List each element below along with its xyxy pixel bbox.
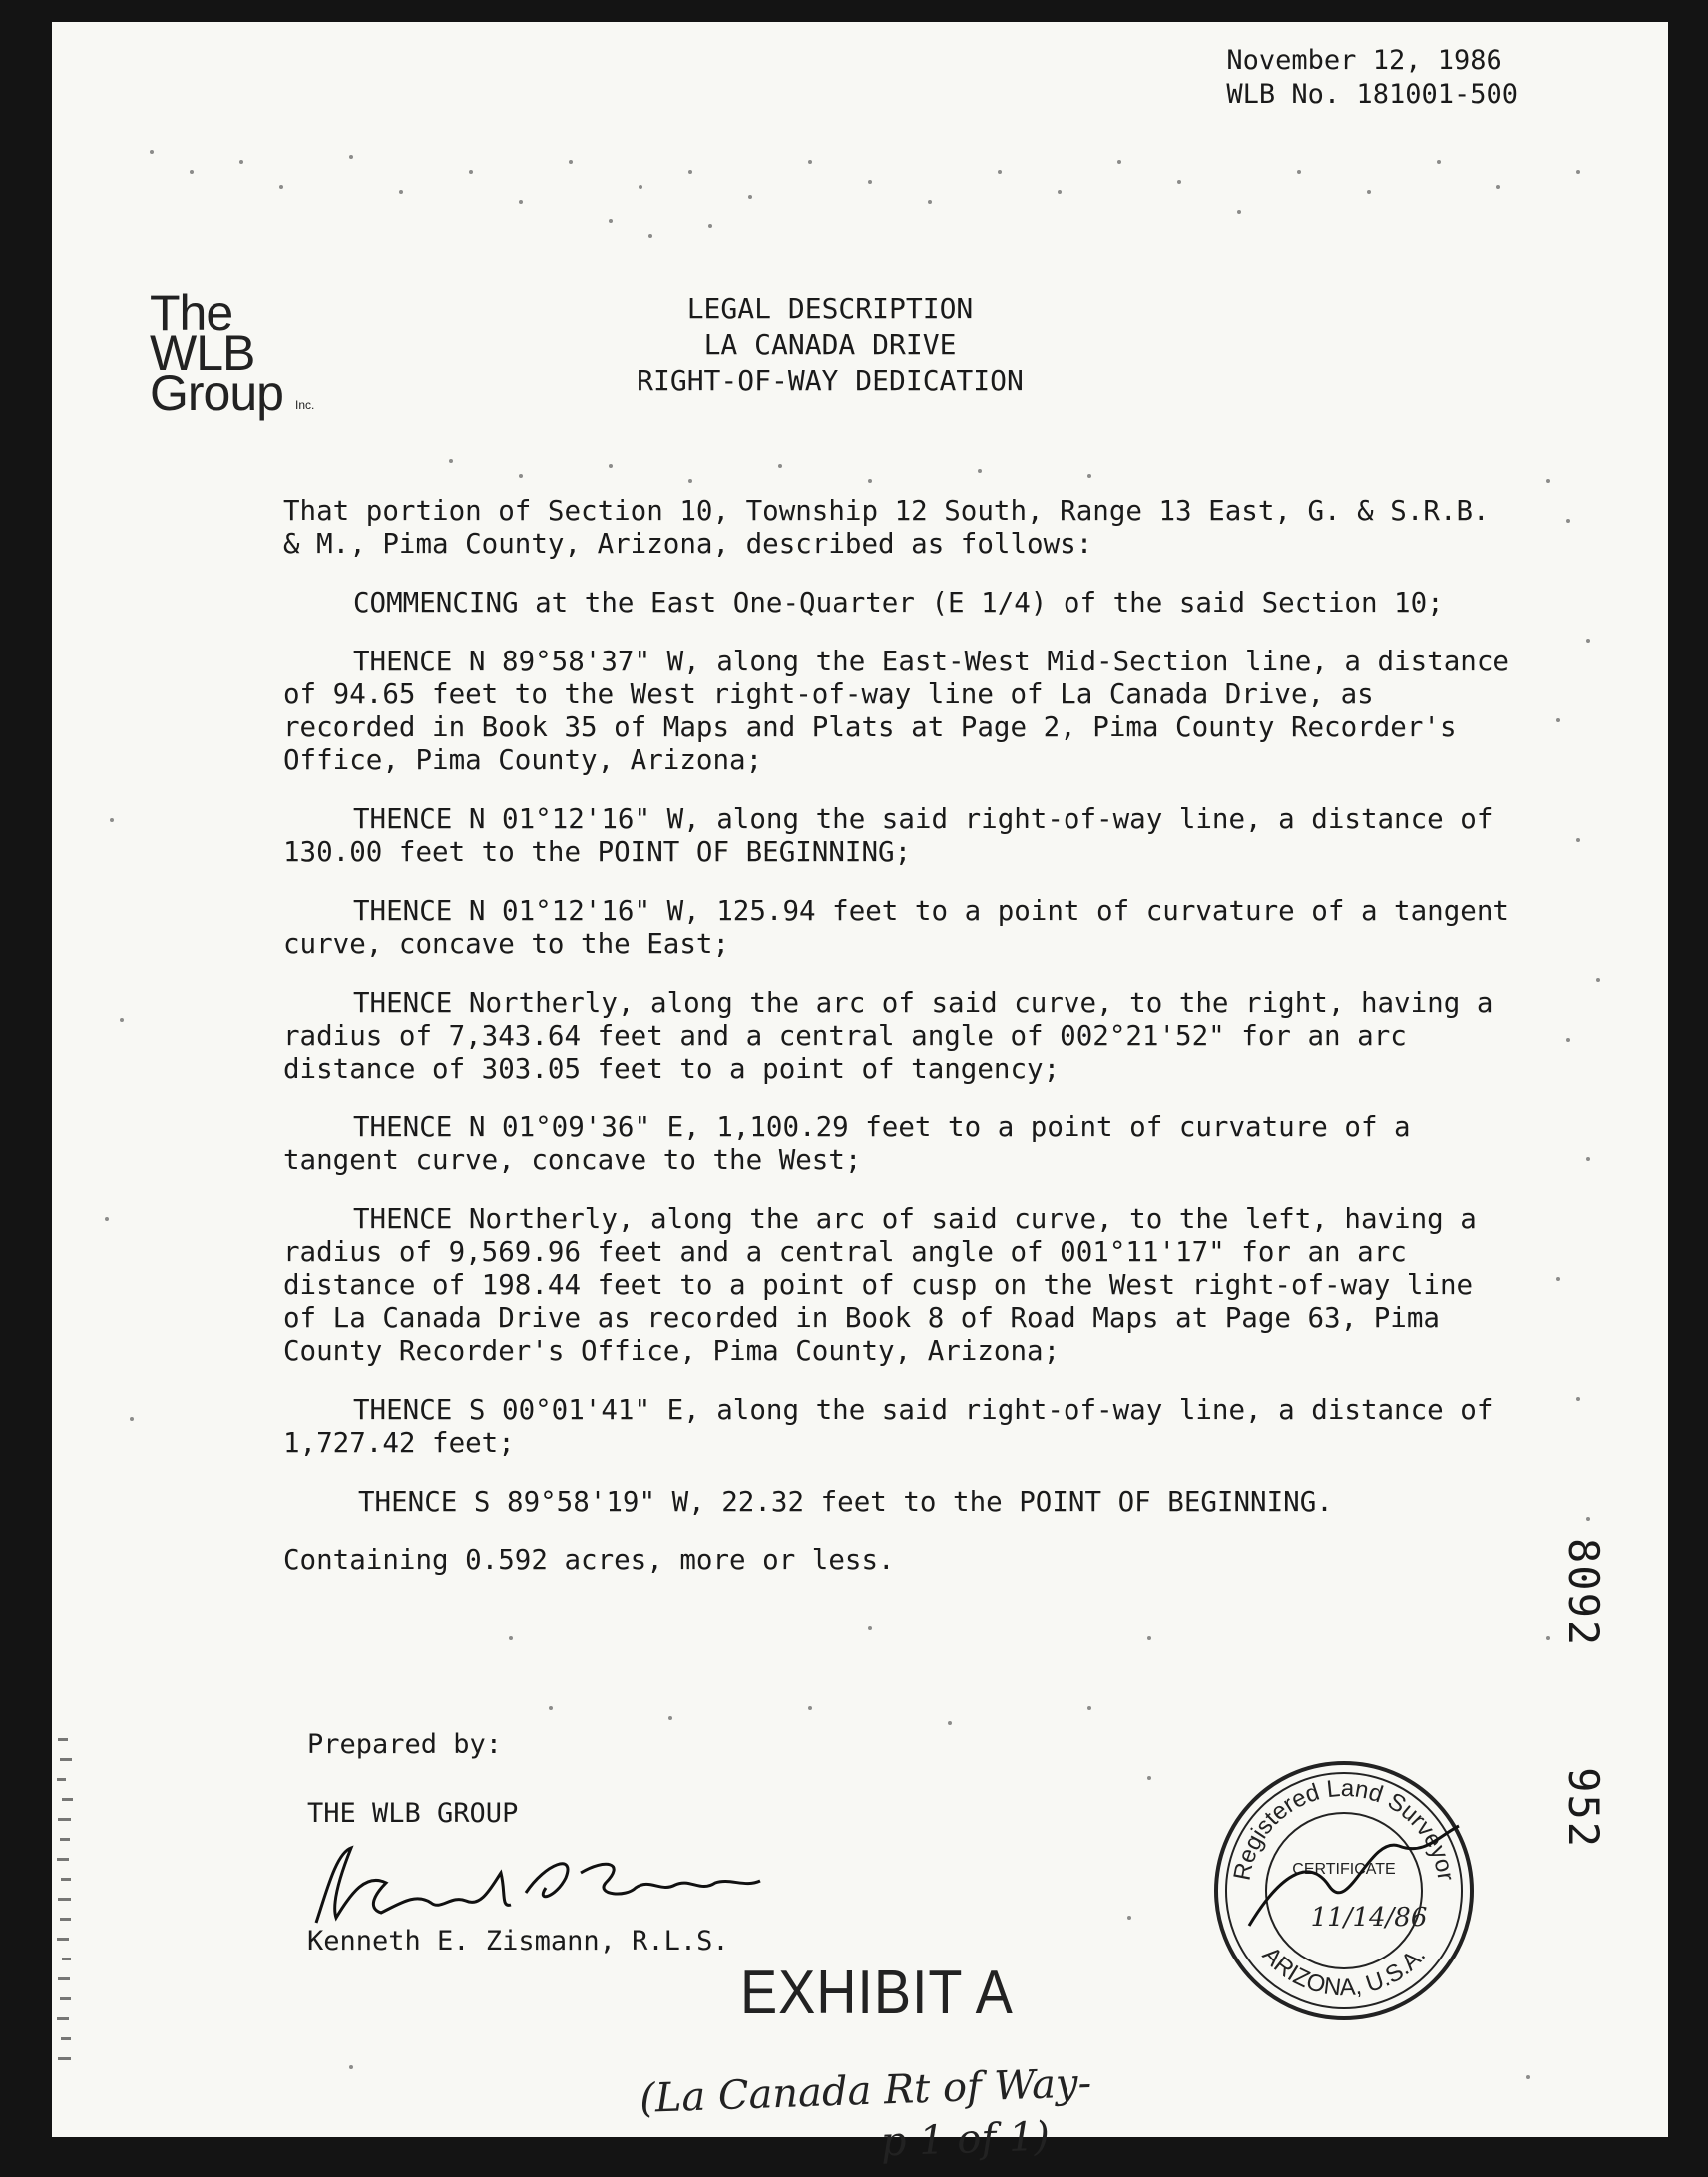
prepared-by-block [307,1728,518,1830]
handwritten-line-2: p 1 of 1) [880,2113,1051,2166]
title-line-2: LA CANADA DRIVE [703,328,957,361]
exhibit-label: EXHIBIT A [740,1959,1014,2027]
wlb-number: WLB No. 181001-500 [1226,79,1518,110]
seal-top-text: Registered Land Surveyor [1228,1774,1460,1883]
paragraph-course: THENCE N 01°12'16" W, 125.94 feet to a point of curvature of a tangent curve, concave to the East; [283,895,1509,960]
handwritten-note [639,2057,1093,2177]
paragraph-course: THENCE S 89°58'19" W, 22.32 feet to the POINT OF BEGINNING. [358,1486,1333,1518]
seal-date: 11/14/86 [1310,1903,1428,1933]
title-line-1: LEGAL DESCRIPTION [686,292,974,325]
page-number: 952 [1559,1767,1608,1850]
prepared-by-label: Prepared by: [307,1729,503,1760]
legal-description-body [283,495,1520,1603]
document-page [52,22,1668,2166]
document-title [431,291,1229,399]
title-line-3: RIGHT-OF-WAY DEDICATION [637,364,1024,397]
handwritten-line-1: (La Canada Rt of Way- [639,2060,1092,2122]
docket-number: 8092 [1559,1538,1608,1648]
paragraph-commencing: COMMENCING at the East One-Quarter (E 1/4) of the said Section 10; [353,587,1444,619]
paragraph-acreage: Containing 0.592 acres, more or less. [283,1544,895,1576]
svg-text:ARIZONA, U.S.A. [1257,1942,1431,2001]
recording-stamp [1559,1538,1608,1849]
seal-bottom-text: ARIZONA, U.S.A. [1256,1941,1432,2002]
paragraph-course: THENCE Northerly, along the arc of said curve, to the right, having a radius of 7,343.64 feet and a central angle of 002°21'52" for an arc distance of 303.05 feet to a point of tangency; [283,987,1494,1085]
signature [306,1833,775,1933]
surveyor-seal [1209,1756,1479,2025]
paragraph-course: THENCE N 01°09'36" E, 1,100.29 feet to a point of curvature of a tangent curve, concave to the West; [283,1111,1411,1176]
signer-name: Kenneth E. Zismann, R.L.S. [307,1926,729,1957]
document-header [1226,44,1518,112]
paragraph-course: THENCE Northerly, along the arc of said curve, to the left, having a radius of 9,569.96 feet and a central angle of 001°11'17" for an arc distance of 198.44 feet to a point of cusp on the West right-of-way line of La Canada Drive as recorded in Book 8 of Road Maps at Page 63, Pima County Recorder's Office, Pima County, Arizona; [283,1203,1477,1367]
paragraph-course: THENCE N 01°12'16" W, along the said right-of-way line, a distance of 130.00 feet to the POINT OF BEGINNING; [283,803,1494,868]
paragraph-course: THENCE S 00°01'41" E, along the said right-of-way line, a distance of 1,727.42 feet; [283,1394,1494,1459]
paragraph-course: THENCE N 89°58'37" W, along the East-West Mid-Section line, a distance of 94.65 feet to the West right-of-way line of La Canada Drive, as recorded in Book 35 of Maps and Plats at Page 2, Pima County Recorder's Office, Pima County, Arizona; [283,646,1509,776]
binding-edge-marks [52,22,86,2137]
prepared-by-company: THE WLB GROUP [307,1798,519,1829]
paragraph-intro: That portion of Section 10, Township 12 South, Range 13 East, G. & S.R.B. & M., Pima County, Arizona, described as follows: [283,495,1490,560]
wlb-group-logo: The WLB Group Inc. [150,285,315,421]
seal-inner-text: CERTIFICATE [1292,1861,1396,1878]
document-date: November 12, 1986 [1226,45,1502,76]
